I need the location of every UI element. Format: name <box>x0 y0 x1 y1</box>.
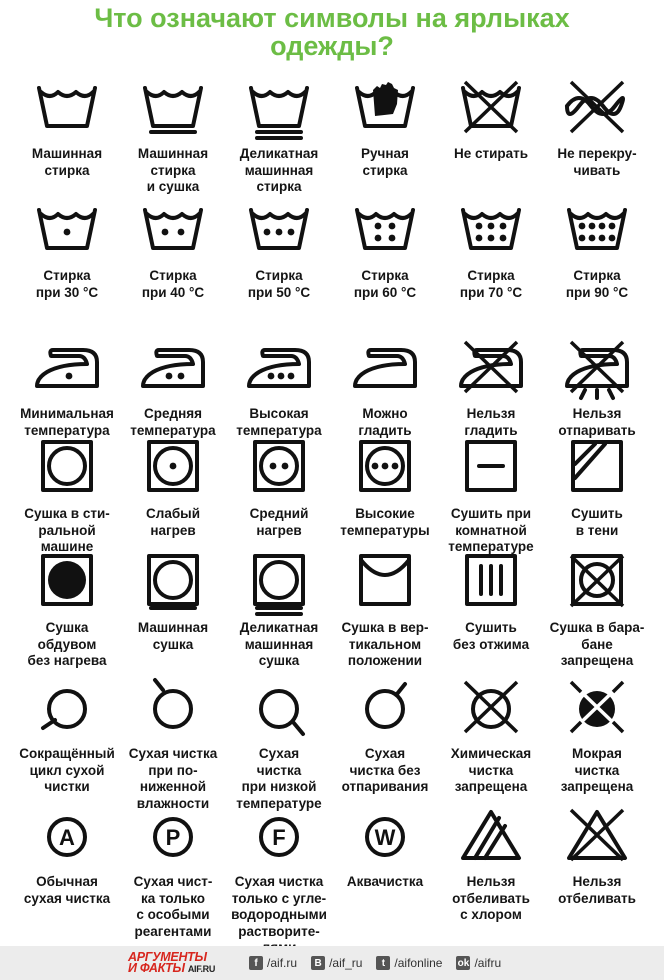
dryclean-no-steam-icon <box>349 676 421 742</box>
symbol-label: Нельзя отпаривать <box>558 406 636 438</box>
care-symbol <box>120 76 226 196</box>
care-symbol <box>332 804 438 891</box>
symbol-label: Стирка при 60 °С <box>353 268 417 300</box>
symbol-label: Стирка при 30 °С <box>35 268 99 300</box>
no-chlorine-bleach-icon <box>455 804 527 870</box>
symbol-label: Сушить в тени <box>571 506 623 538</box>
care-symbol <box>14 198 120 301</box>
care-symbol <box>226 804 332 957</box>
symbol-label: Нельзя отбеливать <box>558 874 636 906</box>
symbol-label: Можно гладить <box>358 406 412 438</box>
wash-machine-icon <box>31 76 103 142</box>
symbol-label: Слабый нагрев <box>146 506 200 538</box>
care-symbol <box>332 676 438 796</box>
care-symbol <box>332 336 438 439</box>
tumble-dry-no-heat-icon <box>31 550 103 616</box>
page-title <box>0 4 664 60</box>
care-symbol <box>332 198 438 301</box>
symbol-label: Сухая чистка при низкой температуре <box>236 746 322 811</box>
symbol-label: Сухая чист- ка только с особыми реагентами <box>133 874 213 939</box>
wash-60-icon <box>349 198 421 264</box>
care-symbol <box>544 76 650 179</box>
symbol-letter: P <box>165 825 181 850</box>
symbol-label: Химическая чистка запрещена <box>450 746 532 794</box>
do-not-dryclean-icon <box>455 676 527 742</box>
care-symbol <box>14 804 120 907</box>
symbol-label: Стирка при 50 °С <box>247 268 311 300</box>
care-symbol <box>14 676 120 796</box>
logo-line-2: И ФАКТЫ <box>128 960 185 975</box>
do-not-wash-icon <box>455 76 527 142</box>
social-link-twitter[interactable]: t /aifonline <box>376 956 442 970</box>
dryclean-low-moisture-icon <box>137 676 209 742</box>
symbol-letter: W <box>374 825 396 850</box>
logo-site: AIF.RU <box>187 963 216 974</box>
tumble-dry-icon <box>31 436 103 502</box>
wash-machine-and-dry-icon <box>137 76 209 142</box>
iron-low-icon <box>31 336 103 402</box>
symbol-label: Сушка в бара- бане запрещена <box>549 620 645 668</box>
wash-50-icon <box>243 198 315 264</box>
social-link-vk[interactable]: B /aif_ru <box>311 956 362 970</box>
dryclean-low-heat-icon <box>243 676 315 742</box>
symbol-label: Деликатная машинная сушка <box>239 620 319 668</box>
care-symbol <box>544 804 650 907</box>
wash-30-icon <box>31 198 103 264</box>
odnoklassniki-icon: ok <box>457 957 470 969</box>
iron-medium-icon <box>137 336 209 402</box>
symbol-label: Высокая температура <box>236 406 322 438</box>
logo-line-1: АРГУМЕНТЫ <box>128 949 207 964</box>
line-dry-icon <box>349 550 421 616</box>
wash-90-icon <box>561 198 633 264</box>
symbol-label: Сушка в вер- тикальном положении <box>341 620 429 668</box>
symbol-label: Сокращённый цикл сухой чистки <box>19 746 115 794</box>
care-symbol <box>226 76 332 196</box>
do-not-iron-icon <box>455 336 527 402</box>
machine-dry-delicate-icon <box>243 550 315 616</box>
dry-in-shade-icon <box>561 436 633 502</box>
wash-delicate-icon <box>243 76 315 142</box>
symbol-label: Сухая чистка только с угле- водородными растворите- <box>231 874 327 939</box>
drip-dry-icon <box>455 550 527 616</box>
symbol-label: Стирка при 40 °С <box>141 268 205 300</box>
symbol-label: Аквачистка <box>346 874 424 889</box>
care-symbol <box>438 436 544 556</box>
symbol-label: Сушка в сти- ральной машине <box>24 506 110 554</box>
symbol-label: Не перекру- чивать <box>557 146 637 178</box>
care-symbol <box>226 198 332 301</box>
iron-icon <box>349 336 421 402</box>
care-symbol <box>14 550 120 670</box>
dryclean-f-icon <box>243 804 315 870</box>
symbol-label: Не стирать <box>453 146 529 161</box>
title-line-1: Что означают символы на ярлыках <box>94 3 570 33</box>
symbol-label: Машинная стирка и сушка <box>137 146 209 194</box>
no-steam-icon <box>561 336 633 402</box>
vk-icon: B <box>311 956 325 970</box>
care-symbol <box>226 676 332 812</box>
care-symbol <box>332 550 438 670</box>
care-symbol <box>438 76 544 163</box>
care-symbol <box>332 436 438 539</box>
symbol-label: Средний нагрев <box>249 506 309 538</box>
dryclean-a-icon <box>31 804 103 870</box>
hand-wash-icon <box>349 76 421 142</box>
symbol-label: Сухая чистка при по- ниженной влажности <box>128 746 218 811</box>
care-symbol <box>14 436 120 556</box>
social-link-facebook[interactable]: f /aif.ru <box>249 956 297 970</box>
symbol-label: Сушить при комнатной температуре <box>448 506 534 554</box>
wash-70-icon <box>455 198 527 264</box>
care-symbol <box>226 550 332 670</box>
do-not-tumble-dry-icon <box>561 550 633 616</box>
title-line-2: одежды? <box>270 31 394 61</box>
dry-flat-icon <box>455 436 527 502</box>
wetclean-w-icon <box>349 804 421 870</box>
care-symbol <box>120 336 226 439</box>
care-symbol <box>438 676 544 796</box>
facebook-icon: f <box>249 956 263 970</box>
do-not-wetclean-icon <box>561 676 633 742</box>
twitter-icon: t <box>376 956 390 970</box>
symbol-label: Стирка при 70 °С <box>459 268 523 300</box>
symbol-label: Машинная сушка <box>137 620 209 652</box>
care-symbol <box>120 804 226 940</box>
tumble-dry-low-icon <box>137 436 209 502</box>
care-symbol <box>544 550 650 670</box>
care-symbol <box>226 336 332 439</box>
care-symbol <box>120 436 226 539</box>
care-symbol <box>544 336 650 439</box>
symbol-label: Высокие температуры <box>340 506 430 538</box>
care-symbol <box>438 336 544 439</box>
tumble-dry-high-icon <box>349 436 421 502</box>
symbol-label: Средняя температура <box>130 406 216 438</box>
symbol-label: Машинная стирка <box>31 146 103 178</box>
care-symbol <box>438 804 544 924</box>
wash-40-icon <box>137 198 209 264</box>
care-symbol <box>332 76 438 179</box>
symbol-label: Ручная стирка <box>361 146 409 178</box>
symbol-label: Стирка при 90 °С <box>565 268 629 300</box>
care-symbol <box>120 198 226 301</box>
care-symbol <box>544 676 650 796</box>
care-symbol <box>14 76 120 179</box>
care-symbol <box>438 198 544 301</box>
symbol-label: Мокрая чистка запрещена <box>560 746 634 794</box>
symbol-letter: F <box>272 825 286 850</box>
symbol-label: Обычная сухая чистка <box>23 874 111 906</box>
care-symbol <box>120 676 226 812</box>
machine-dry-icon <box>137 550 209 616</box>
social-links <box>249 956 501 970</box>
care-symbol <box>120 550 226 653</box>
care-symbol <box>438 550 544 653</box>
symbol-letter: A <box>59 825 75 850</box>
dryclean-p-icon <box>137 804 209 870</box>
care-symbol <box>226 436 332 539</box>
dryclean-short-icon <box>31 676 103 742</box>
symbol-label: Минимальная температура <box>20 406 114 438</box>
symbol-label: Нельзя отбеливать с хлором <box>452 874 530 922</box>
symbol-label: Сушить без отжима <box>452 620 530 652</box>
care-symbol <box>14 336 120 439</box>
care-symbol <box>544 198 650 301</box>
social-link-odnoklassniki[interactable]: ok /aifru <box>457 956 502 970</box>
care-symbol <box>544 436 650 539</box>
aif-logo[interactable] <box>128 949 216 975</box>
symbol-label: Сухая чистка без отпаривания <box>341 746 429 794</box>
footer <box>0 946 664 980</box>
symbol-label: Деликатная машинная стирка <box>239 146 319 194</box>
symbol-label: Сушка обдувом без нагрева <box>27 620 107 668</box>
do-not-wring-icon <box>561 76 633 142</box>
symbol-label: Нельзя гладить <box>464 406 518 438</box>
do-not-bleach-icon <box>561 804 633 870</box>
iron-high-icon <box>243 336 315 402</box>
tumble-dry-medium-icon <box>243 436 315 502</box>
